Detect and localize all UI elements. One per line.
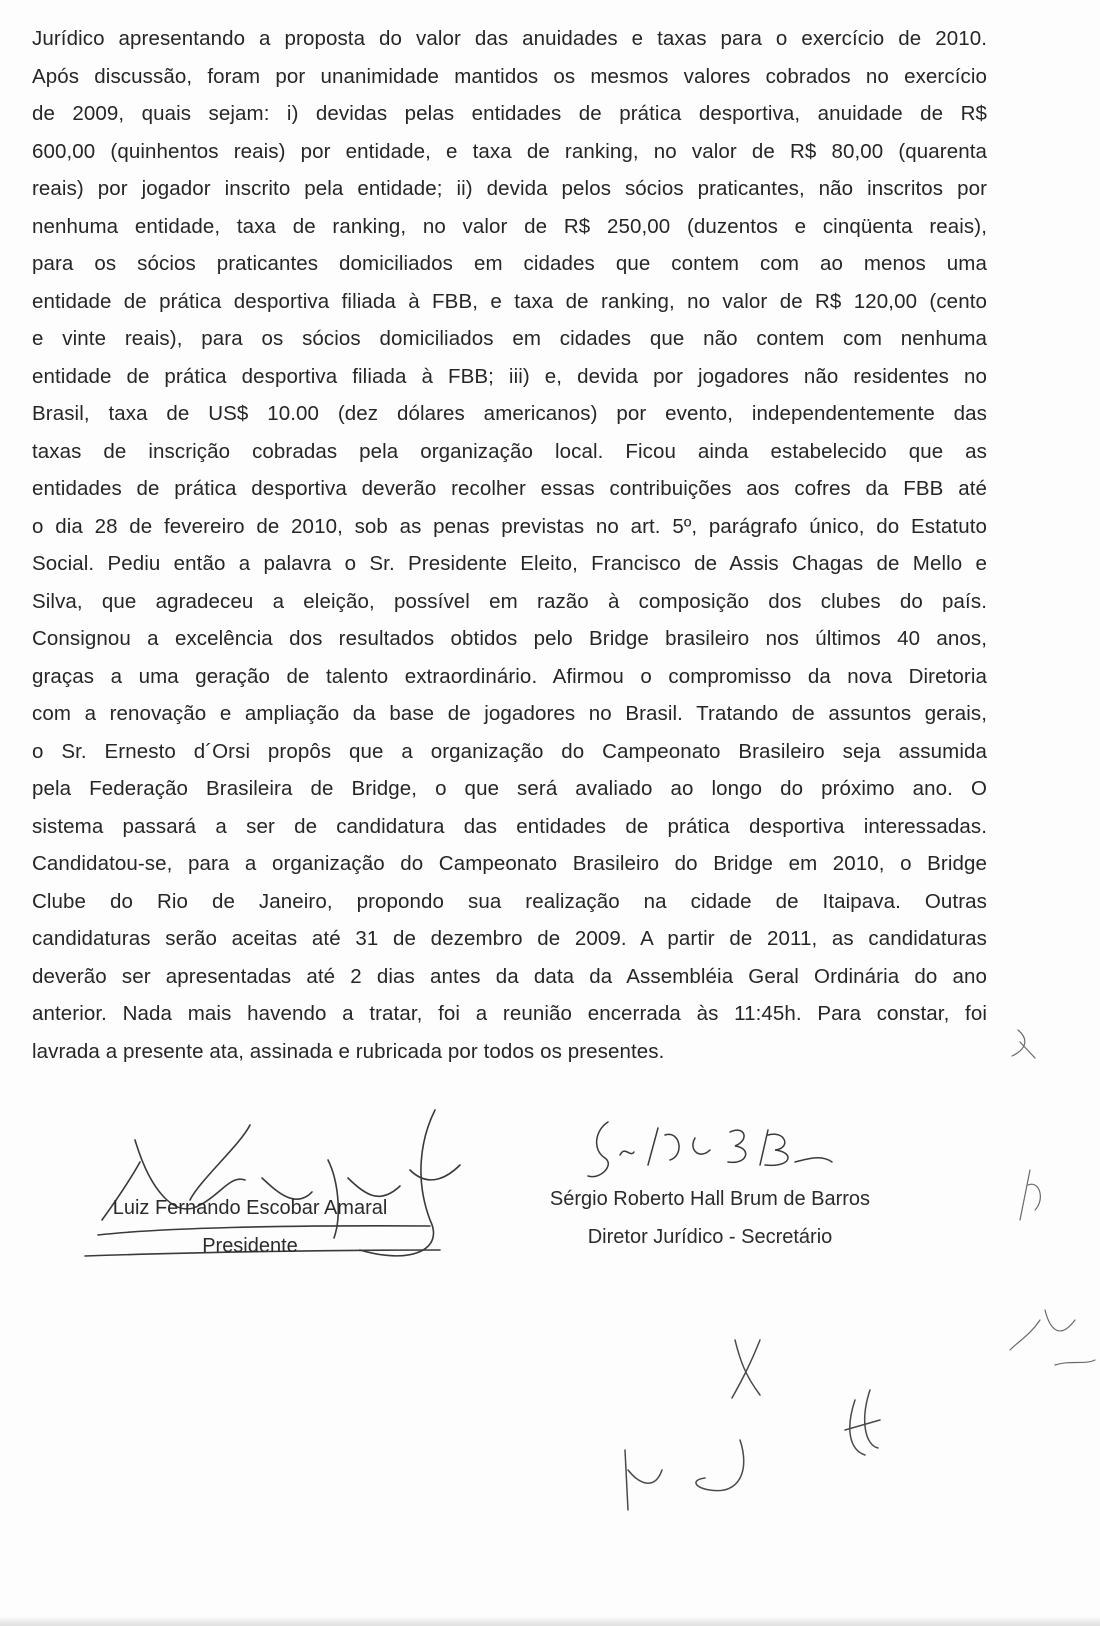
text-line: Após discussão, foram por unanimidade mantidos os mesmos valores cobrados no exercício: [32, 64, 987, 88]
bottom-rubrics: [620, 1320, 940, 1560]
text-line: e vinte reais), para os sócios domiciliados em cidades que não contem com nenhuma: [32, 327, 987, 350]
text-line: Consignou a excelência dos resultados obtidos pelo Bridge brasileiro nos últimos 40 anos,: [32, 627, 987, 650]
scan-edge-shadow: [0, 1616, 1100, 1626]
signatory-title: Diretor Jurídico - Secretário: [587, 1226, 833, 1248]
text-line: Clube do Rio de Janeiro, propondo sua realização na cidade de Itaipava. Outras: [32, 889, 987, 913]
text-line: Silva, que agradeceu a eleição, possível em razão à composição dos clubes do país.: [32, 589, 987, 613]
right-signatory: [520, 1180, 900, 1256]
text-line: pela Federação Brasileira de Bridge, o que será avaliado ao longo do próximo ano. O: [32, 777, 987, 800]
text-line: o dia 28 de fevereiro de 2010, sob as penas previstas no art. 5º, parágrafo único, do Estatuto: [32, 514, 987, 538]
text-line: sistema passará a ser de candidatura das entidades de prática desportiva interessadas.: [32, 814, 987, 838]
text-line: taxas de inscrição cobradas pela organização local. Ficou ainda estabelecido que as: [32, 439, 987, 463]
text-line: deverão ser apresentadas até 2 dias antes da data da Assembléia Geral Ordinária do ano: [32, 964, 987, 988]
text-line: o Sr. Ernesto d´Orsi propôs que a organização do Campeonato Brasileiro seja assumida: [32, 739, 987, 763]
text-line: Jurídico apresentando a proposta do valor das anuidades e taxas para o exercício de 2010.: [32, 27, 987, 50]
text-line: com a renovação e ampliação da base de jogadores no Brasil. Tratando de assuntos gerais,: [32, 702, 987, 725]
text-line: lavrada a presente ata, assinada e rubricada por todos os presentes.: [32, 1039, 665, 1063]
text-line: de 2009, quais sejam: i) devidas pelas entidades de prática desportiva, anuidade de R$: [32, 102, 987, 125]
text-line: 600,00 (quinhentos reais) por entidade, e taxa de ranking, no valor de R$ 80,00 (quarenta: [32, 139, 987, 163]
text-line: nenhuma entidade, taxa de ranking, no valor de R$ 250,00 (duzentos e cinqüenta reais),: [32, 214, 987, 238]
text-line: Brasil, taxa de US$ 10.00 (dez dólares americanos) por evento, independentemente das: [32, 402, 987, 425]
margin-initials: [1000, 1020, 1100, 1430]
left-signatory: [85, 1189, 415, 1265]
text-line: candidaturas serão aceitas até 31 de dezembro de 2009. A partir de 2011, as candidaturas: [32, 927, 987, 950]
minutes-body-text: [32, 20, 987, 1070]
text-line: Social. Pediu então a palavra o Sr. Presidente Eleito, Francisco de Assis Chagas de Mello e: [32, 552, 987, 575]
text-line: anterior. Nada mais havendo a tratar, foi a reunião encerrada às 11:45h. Para constar, foi: [32, 1002, 987, 1025]
text-line: Candidatou-se, para a organização do Campeonato Brasileiro do Bridge em 2010, o Bridge: [32, 852, 987, 875]
text-line: entidade de prática desportiva filiada à FBB, e taxa de ranking, no valor de R$ 120,00 (cento: [32, 289, 987, 313]
signatory-name: Luiz Fernando Escobar Amaral: [112, 1197, 388, 1219]
text-line: reais) por jogador inscrito pela entidade; ii) devida pelos sócios praticantes, não inscritos por: [32, 177, 987, 200]
signatory-title: Presidente: [202, 1235, 298, 1257]
text-line: graças a uma geração de talento extraordinário. Afirmou o compromisso da nova Diretoria: [32, 664, 987, 688]
text-line: entidade de prática desportiva filiada à FBB; iii) e, devida por jogadores não residentes no: [32, 364, 987, 388]
text-line: entidades de prática desportiva deverão recolher essas contribuições aos cofres da FBB até: [32, 477, 987, 500]
signatory-name: Sérgio Roberto Hall Brum de Barros: [549, 1188, 871, 1210]
text-line: para os sócios praticantes domiciliados em cidades que contem com ao menos uma: [32, 252, 987, 275]
